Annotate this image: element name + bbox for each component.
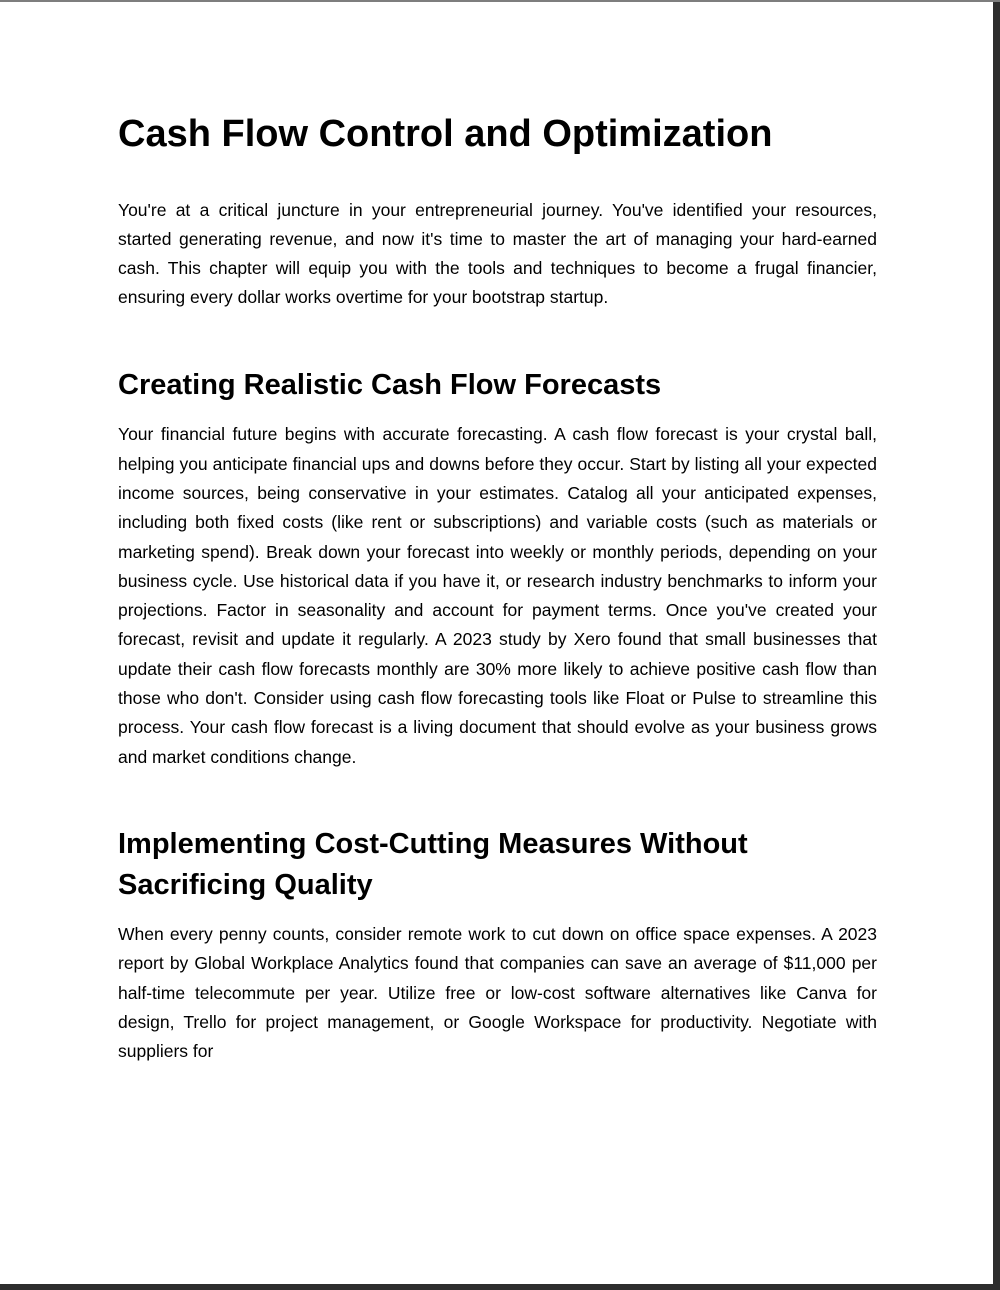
page-title: Cash Flow Control and Optimization (118, 113, 773, 155)
intro-paragraph: You're at a critical juncture in your entrepreneurial journey. You've identified your resources, started generating revenue, and now it's time to master the art of managing your hard-earned cash. This chapter will equip you with the tools and techniques to become a frugal financier, ensuring every dollar works overtime for your bootstrap startup. (118, 199, 877, 308)
section-paragraph-cash-flow-forecasts: Your financial future begins with accurate forecasting. A cash flow forecast is your crystal ball, helping you anticipate financial ups and downs before they occur. Start by listing all your expected income sources, being conservative in your estimates. Catalog all your anticipated expenses, including both fixed costs (like rent or subscriptions) and variable costs (such as materials or marketing spend). Break down your forecast into weekly or monthly periods, depending on your business cycle. Use historical data if you have it, or research industry benchmarks to inform your projections. Factor in seasonality and account for payment terms. Once you've created your forecast, revisit and update it regularly. A 2023 study by Xero found that small businesses that update their cash flow forecasts monthly are 30% more likely to achieve positive cash flow than those who don't. Consider using cash flow forecasting tools like Float or Pulse to streamline this process. Your cash flow forecast is a living document that should evolve as your business grows and market conditions change. (118, 424, 877, 767)
section-heading-cash-flow-forecasts: Creating Realistic Cash Flow Forecasts (118, 368, 662, 401)
window-top-border (0, 0, 1000, 2)
section-paragraph-cost-cutting: When every penny counts, consider remote work to cut down on office space expenses. A 2023 report by Global Workplace Analytics found that companies can save an average of $11,000 per half-time telecommute per year. Utilize free or low-cost software alternatives like Canva for design, Trello for project management, or Google Workspace for productivity. Negotiate with suppliers for (118, 924, 877, 1062)
window-bottom-border (0, 1284, 1000, 1290)
window-right-border (993, 2, 1000, 1290)
section-heading-cost-cutting: Implementing Cost-Cutting Measures Without Sacrificing Quality (118, 827, 748, 901)
